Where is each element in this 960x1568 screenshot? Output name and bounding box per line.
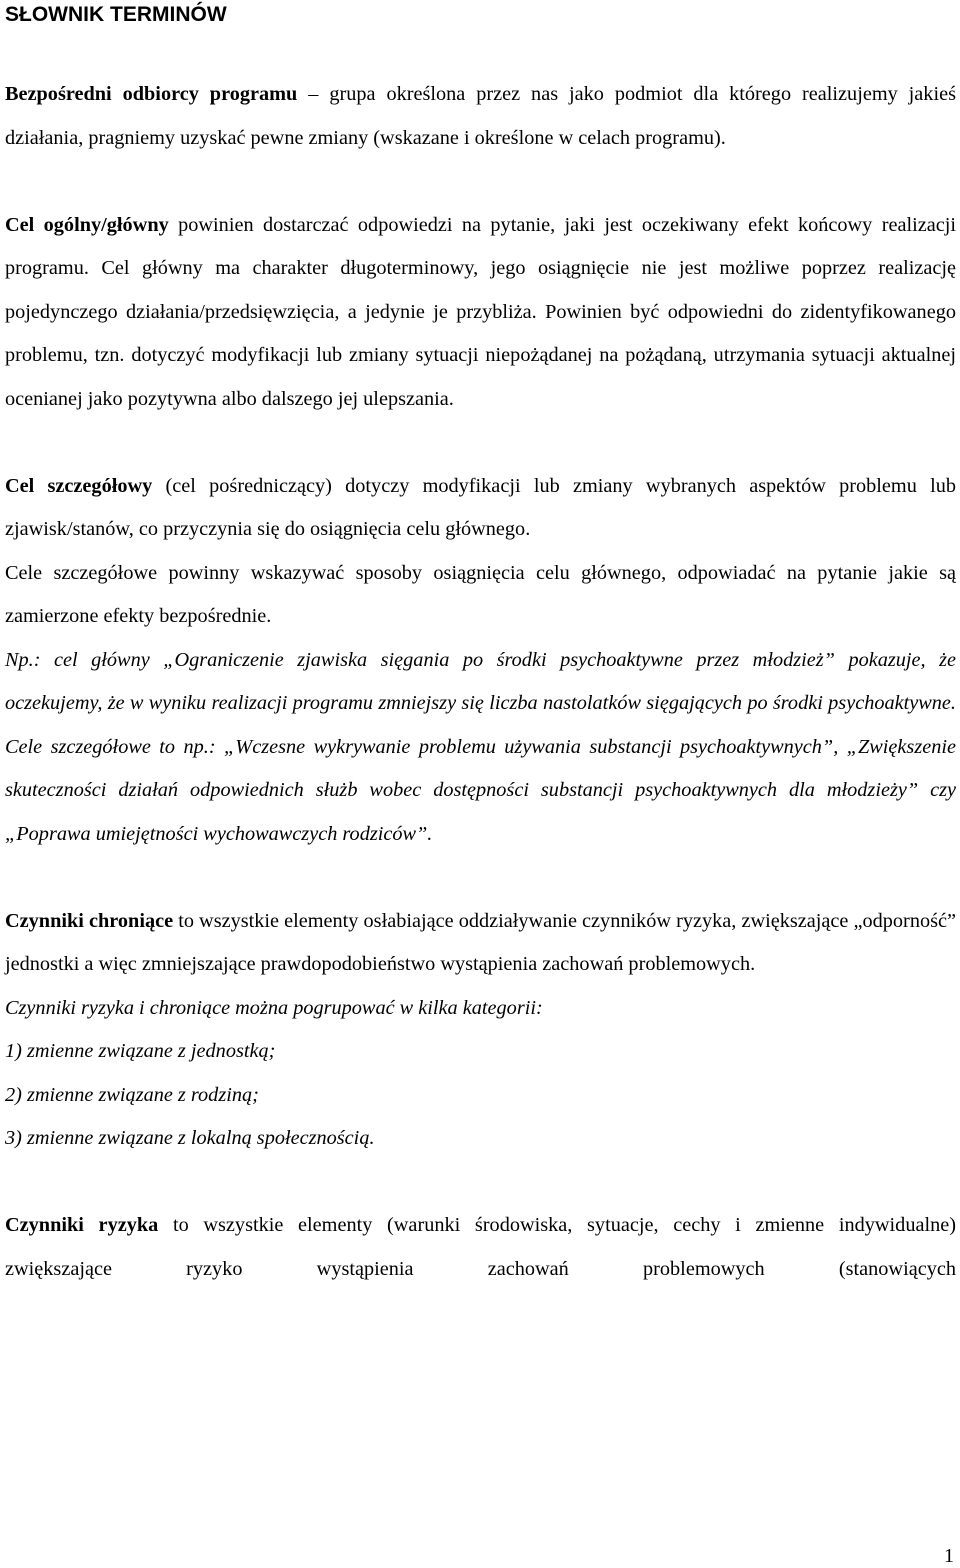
term-dash: –	[297, 83, 330, 105]
term-direct-recipients: Bezpośredni odbiorcy programu	[5, 83, 298, 105]
spacer	[5, 421, 956, 465]
page-title: SŁOWNIK TERMINÓW	[5, 3, 227, 26]
categories-intro: Czynniki ryzyka i chroniące można pogrupować w kilka kategorii:	[5, 996, 543, 1019]
definition-main-goal	[5, 204, 956, 422]
term-main-goal: Cel ogólny/główny	[5, 213, 169, 236]
page-number: 1	[944, 1545, 954, 1567]
definition-text: powinien dostarczać odpowiedzi na pytanie, jaki jest oczekiwany efekt końcowy realizacji programu. Cel główny ma charakter długoterminowy, jego osiągnięcie nie jest możliwe poprzez realizację pojedynczego działania/przedsięwzięcia, a jedynie je przybliża. Powinien być odpowiedni do zidentyfikowanego problemu, tzn. dotyczyć modyfikacji lub zmiany sytuacji niepożądanej na pożądaną, utrzymania sytuacji aktualnej ocenianej jako pozytywna albo dalszego jej ulepszania.	[5, 213, 956, 410]
category-item-1: 1) zmienne związane z jednostką;	[5, 1040, 276, 1062]
definition-direct-recipients	[5, 73, 956, 160]
definition-text: (cel pośredniczący) dotyczy modyfikacji lub zmiany wybranych aspektów problemu lub zjawisk/stanów, co przyczynia się do osiągnięcia celu głównego.	[5, 474, 956, 540]
definition-text: to wszystkie elementy osłabiające oddziaływanie czynników ryzyka, zwiększające „odporność” jednostki a więc zmniejszające prawdopodobieństwo wystąpienia zachowań problemowych.	[5, 909, 956, 975]
definition-protective-factors	[5, 900, 956, 987]
example-paragraph: Np.: cel główny „Ograniczenie zjawiska sięgania po środki psychoaktywne przez młodzież” pokazuje, że oczekujemy, że w wyniku realizacji programu zmniejszy się liczba nastolatków sięgających po środki psychoaktywne. Cele szczegółowe to np.: „Wczesne wykrywanie problemu używania substancji psychoaktywnych”, „Zwiększenie skuteczności działań odpowiednich służb wobec dostępności substancji psychoaktywnych dla młodzieży” czy „Poprawa umiejętności wychowawczych rodziców”.	[5, 648, 956, 845]
term-protective-factors: Czynniki chroniące	[5, 909, 174, 932]
category-item-2: 2) zmienne związane z rodziną;	[5, 1083, 259, 1106]
definition-risk-factors	[5, 1204, 956, 1291]
specific-goals-paragraph: Cele szczegółowe powinny wskazywać sposoby osiągnięcia celu głównego, odpowiadać na pytanie jakie są zamierzone efekty bezpośrednie.	[5, 561, 956, 627]
spacer	[5, 856, 956, 900]
document-page	[5, 0, 956, 1291]
definition-text: grupa określona przez nas jako podmiot dla którego realizujemy jakieś działania, pragniemy uzyskać pewne zmiany (wskazane i określone w celach programu).	[5, 83, 956, 149]
spacer	[5, 29, 956, 73]
spacer	[5, 160, 956, 204]
spacer	[5, 1161, 956, 1205]
category-item-3: 3) zmienne związane z lokalną społecznością.	[5, 1127, 375, 1149]
definition-specific-goal	[5, 465, 956, 552]
definition-text: to wszystkie elementy (warunki środowiska, sytuacje, cechy i zmienne indywidualne) zwiększające ryzyko wystąpienia zachowań problemowych (stanowiących	[5, 1214, 956, 1280]
term-specific-goal: Cel szczegółowy	[5, 474, 153, 497]
term-risk-factors: Czynniki ryzyka	[5, 1214, 159, 1236]
